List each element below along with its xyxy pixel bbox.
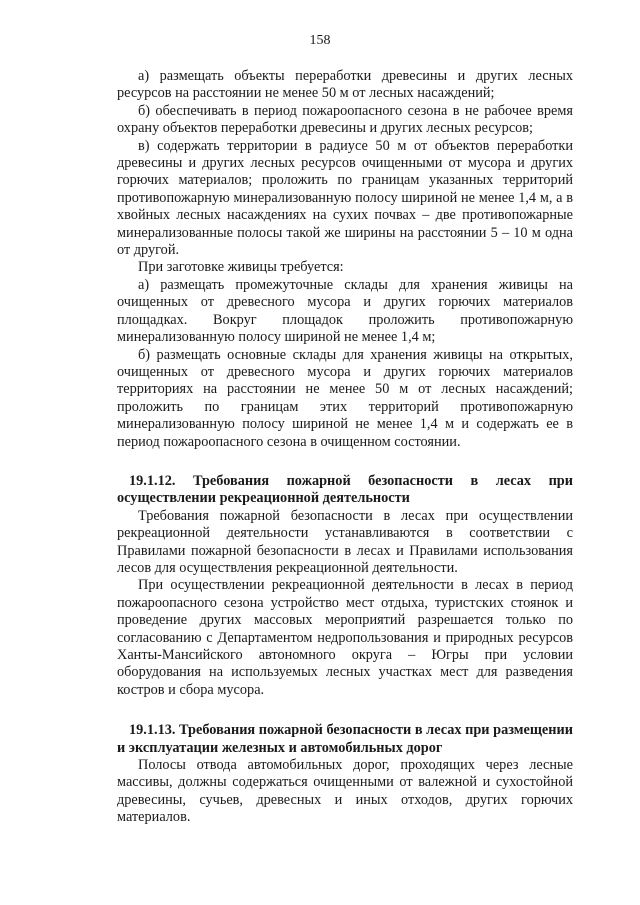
paragraph: б) обеспечивать в период пожароопасного сезона в не рабочее время охрану объектов переработки древесины и других лесных ресурсов; (117, 102, 573, 137)
section-spacer (117, 699, 573, 722)
paragraph: в) содержать территории в радиусе 50 м от объектов переработки древесины и других лесных ресурсов очищенными от мусора и других горючих материалов; проложить по границам указанных территорий противопожарную минерализованную полосу шириной не менее 1,4 м, а в хвойных лесных насаждениях на сухих почвах – две противопожарные минерализованные полосы такой же ширины на расстоянии 5 – 10 м одна от другой. (117, 137, 573, 259)
paragraph: При осуществлении рекреационной деятельности в лесах в период пожароопасного сезона устройство мест отдыха, туристских стоянок и проведение других массовых мероприятий разрешается только по согласованию с Департаментом недропользования и природных ресурсов Ханты-Мансийского автономного округа – Югры при условии оборудования на используемых лесных участках мест для разведения костров и сбора мусора. (117, 577, 573, 698)
section-spacer (117, 451, 573, 473)
paragraph: б) размещать основные склады для хранения живицы на открытых, очищенных от древесного мусора и других горючих материалов территориях на расстоянии не менее 50 м от лесных насаждений; проложить по границам этих территорий противопожарную минерализованную полосу шириной не менее 1,4 м и содержать ее в период пожароопасного сезона в очищенном состоянии. (117, 346, 573, 450)
paragraph: а) размещать промежуточные склады для хранения живицы на очищенных от древесного мусора и других горючих материалов площадках. Вокруг площадок проложить противопожарную минерализованную полосу шириной не менее 1,4 м; (117, 276, 573, 346)
section-heading: 19.1.13. Требования пожарной безопасности в лесах при размещении и эксплуатации железных и автомобильных дорог (117, 722, 573, 756)
section-heading: 19.1.12. Требования пожарной безопасности в лесах при осуществлении рекреационной деятельности (117, 472, 573, 507)
page-number: 158 (309, 33, 331, 48)
page-content (117, 68, 573, 827)
paragraph: Требования пожарной безопасности в лесах при осуществлении рекреационной деятельности устанавливаются в соответствии с Правилами пожарной безопасности в лесах и Правилами использования лесов для осуществления рекреационной деятельности. (117, 507, 573, 576)
paragraph: Полосы отвода автомобильных дорог, проходящих через лесные массивы, должны содержаться очищенными от валежной и сухостойной древесины, сучьев, древесных и иных отходов, других горючих материалов. (117, 757, 573, 826)
paragraph: а) размещать объекты переработки древесины и других лесных ресурсов на расстоянии не менее 50 м от лесных насаждений; (117, 68, 573, 102)
paragraph: При заготовке живицы требуется: (138, 259, 344, 276)
